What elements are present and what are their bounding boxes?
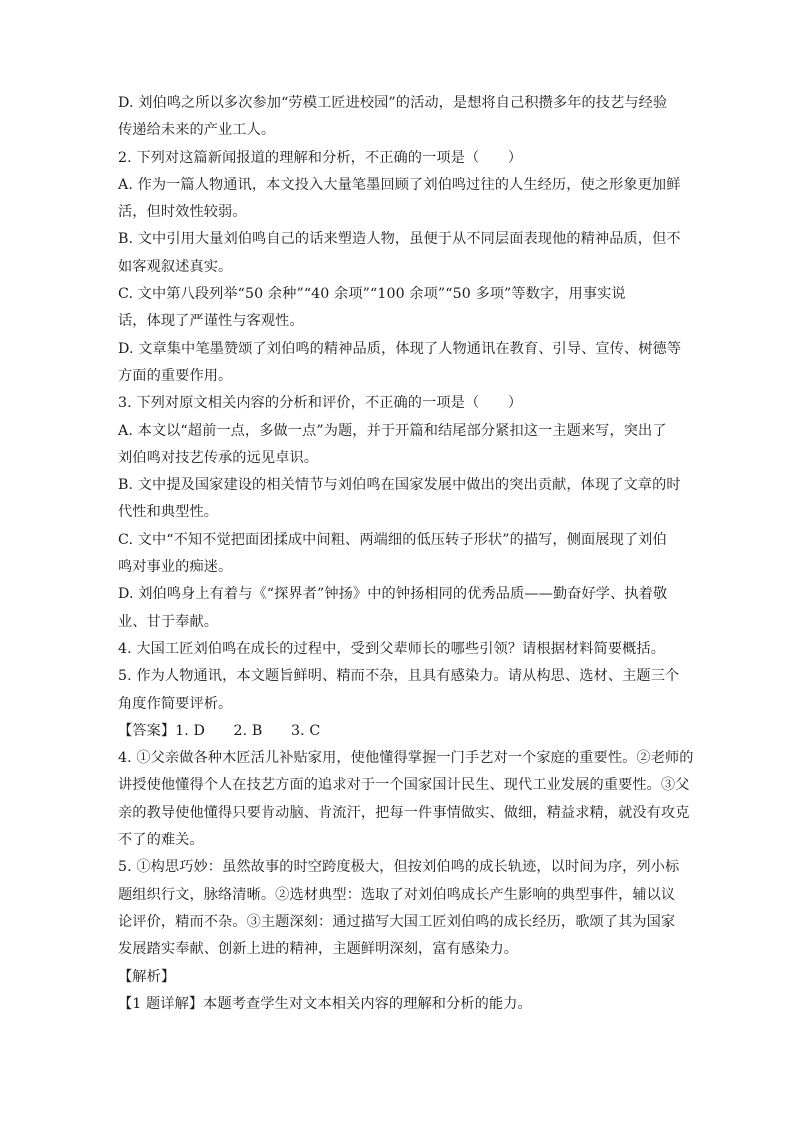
- question-3-stem: 3. 下列对原文相关内容的分析和评价，不正确的一项是（ ）: [118, 395, 523, 412]
- text-line: 题组织行文，脉络清晰。②选材典型：选取了对刘伯鸣成长产生影响的典型事件，辅以议: [118, 886, 676, 903]
- question-5-stem: 5. 作为人物通讯，本文题旨鲜明、精而不杂，且具有感染力。请从构思、选材、主题三个: [118, 668, 680, 685]
- text-line: 如客观叙述真实。: [118, 258, 233, 275]
- question-2-stem: 2. 下列对这篇新闻报道的理解和分析，不正确的一项是（ ）: [118, 149, 523, 166]
- analysis-q1: 【1 题详解】本题考查学生对文本相关内容的理解和分析的能力。: [118, 995, 532, 1012]
- text-line: D. 刘伯鸣之所以多次参加“劳模工匠进校园”的活动，是想将自己积攒多年的技艺与经验: [118, 95, 668, 111]
- option-a: A. 本文以“超前一点，多做一点”为题，并于开篇和结尾部分紧扣这一主题来写，突出了: [118, 422, 667, 439]
- option-d: D. 刘伯鸣身上有着与《“探界者”钟扬》中的钟扬相同的优秀品质——勤奋好学、执着敬: [118, 586, 668, 603]
- answer-5: 5. ①构思巧妙：虽然故事的时空跨度极大，但按刘伯鸣的成长轨迹，以时间为序，列小标: [118, 859, 680, 876]
- analysis-heading: 【解析】: [118, 968, 176, 985]
- option-b: B. 文中提及国家建设的相关情节与刘伯鸣在国家发展中做出的突出贡献，体现了文章的时: [118, 477, 681, 494]
- option-c: C. 文中第八段列举“50 余种”“40 余项”“100 余项”“50 多项”等数字，用事实说: [118, 286, 626, 303]
- option-b: B. 文中引用大量刘伯鸣自己的话来塑造人物，虽便于从不同层面表现他的精神品质，但不: [118, 231, 681, 248]
- document-page: [118, 90, 694, 1018]
- option-a: A. 作为一篇人物通讯，本文投入大量笔墨回顾了刘伯鸣过往的人生经历，使之形象更加鲜: [118, 176, 681, 193]
- text-line: 角度作简要评析。: [118, 695, 233, 712]
- text-line: 鸣对事业的痴迷。: [118, 559, 233, 576]
- text-line: 论评价，精而不杂。③主题深刻：通过描写大国工匠刘伯鸣的成长经历，歌颂了其为国家: [118, 913, 676, 930]
- text-line: 刘伯鸣对技艺传承的远见卓识。: [118, 449, 319, 466]
- option-d: D. 文章集中笔墨赞颂了刘伯鸣的精神品质，体现了人物通讯在教育、引导、宣传、树德等: [118, 340, 682, 357]
- answer-key: 【答案】1. D 2. B 3. C: [118, 722, 321, 739]
- question-4-stem: 4. 大国工匠刘伯鸣在成长的过程中，受到父辈师长的哪些引领？请根据材料简要概括。: [118, 640, 665, 657]
- text-line: 代性和典型性。: [118, 504, 219, 521]
- option-c: C. 文中“不知不觉把面团揉成中间粗、两端细的低压转子形状”的描写，侧面展现了刘伯: [118, 531, 667, 548]
- text-line: 业、甘于奉献。: [118, 613, 219, 630]
- text-line: 讲授使他懂得个人在技艺方面的追求对于一个国家国计民生、现代工业发展的重要性。③父: [118, 777, 690, 794]
- text-line: 发展踏实奉献、创新上进的精神，主题鲜明深刻，富有感染力。: [118, 941, 519, 958]
- text-line: 话，体现了严谨性与客观性。: [118, 313, 304, 330]
- text-line: 方面的重要作用。: [118, 367, 233, 384]
- text-line: 不了的难关。: [118, 832, 204, 849]
- answer-4: 4. ①父亲做各种木匠活儿补贴家用，使他懂得掌握一门手艺对一个家庭的重要性。②老师的: [118, 750, 694, 767]
- text-line: 亲的教导使他懂得只要肯动脑、肯流汗，把每一件事情做实、做细，精益求精，就没有攻克: [118, 804, 690, 821]
- text-line: 活，但时效性较弱。: [118, 204, 247, 221]
- text-line: 传递给未来的产业工人。: [118, 122, 276, 139]
